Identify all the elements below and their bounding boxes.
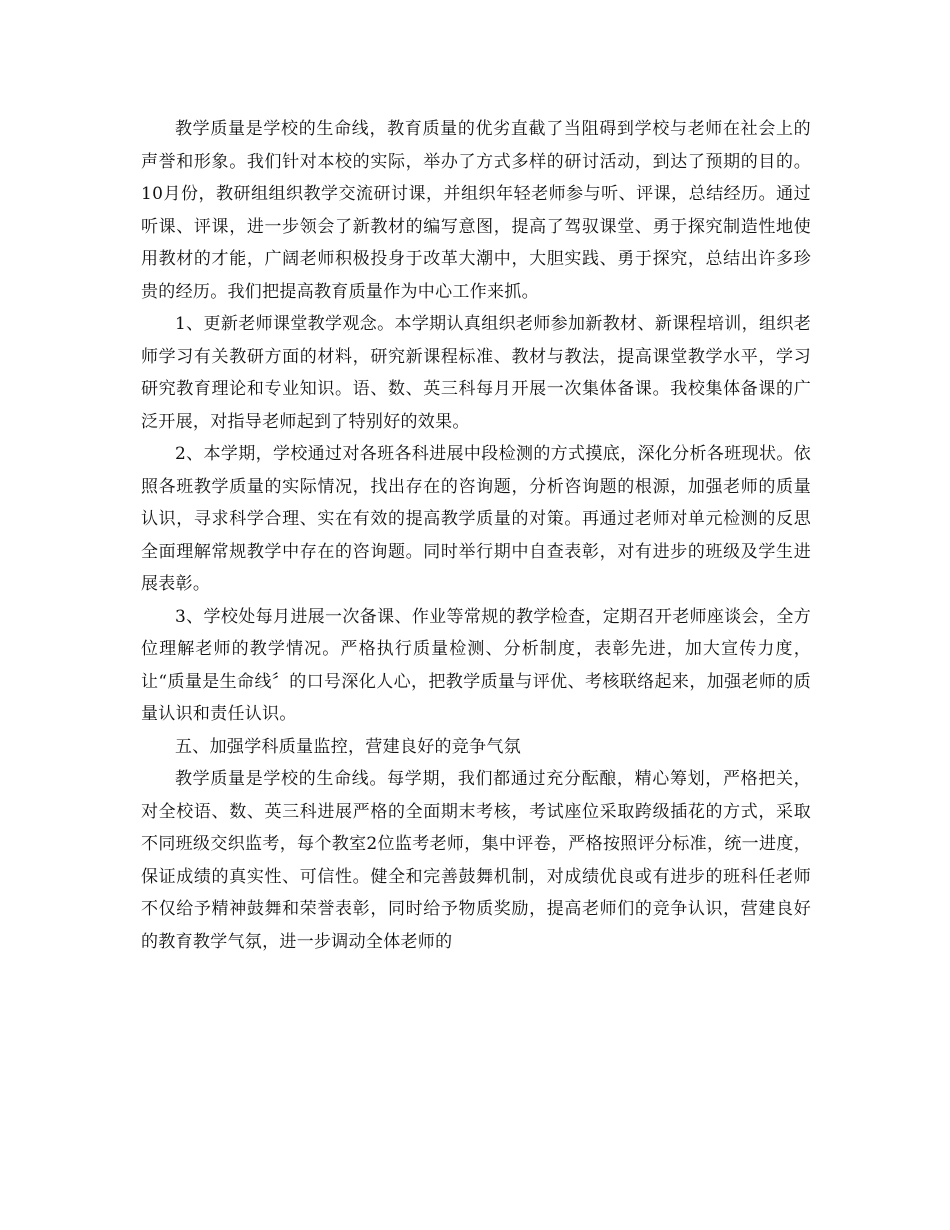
paragraph-item-2: 2、本学期，学校通过对各班各科进展中段检测的方式摸底，深化分析各班现状。依照各班教学质量的实际情况，找出存在的咨询题，分析咨询题的根源，加强老师的质量认识，寻求科学合理、实在有效的提高教学质量的对策。再通过老师对单元检测的反思全面理解常规教学中存在的咨询题。同时举行期中自查表彰，对有进步的班级及学生进展表彰。	[141, 444, 811, 594]
paragraph-intro: 教学质量是学校的生命线，教育质量的优劣直截了当阻碍到学校与老师在社会上的声誉和形象。我们针对本校的实际，举办了方式多样的研讨活动，到达了预期的目的。10月份，教研组组织教学交流研讨课，并组织年轻老师参与听、评课，总结经历。通过听课、评课，进一步领会了新教材的编写意图，提高了驾驭课堂、勇于探究制造性地使用教材的才能，广阔老师积极投身于改革大潮中，大胆实践、勇于探究，总结出许多珍贵的经历。我们把提高教育质量作为中心工作来抓。	[141, 119, 811, 302]
paragraph-item-3: 3、学校处每月进展一次备课、作业等常规的教学检查，定期召开老师座谈会，全方位理解老师的教学情况。严格执行质量检测、分析制度，表彰先进，加大宣传力度，让“质量是生命线〞的口号深化人心，把教学质量与评优、考核联络起来，加强老师的质量认识和责任认识。	[141, 606, 811, 724]
document-body	[141, 113, 811, 958]
section-heading-5: 五、加强学科质量监控，营建良好的竞争气氛	[175, 736, 521, 757]
paragraph-item-1: 1、更新老师课堂教学观念。本学期认真组织老师参加新教材、新课程培训，组织老师学习有关教研方面的材料，研究新课程标准、教材与教法，提高课堂教学水平，学习研究教育理论和专业知识。语、数、英三科每月开展一次集体备课。我校集体备课的广泛开展，对指导老师起到了特别好的效果。	[141, 314, 811, 432]
paragraph-section-5-body: 教学质量是学校的生命线。每学期，我们都通过充分酝酿，精心筹划，严格把关，对全校语、数、英三科进展严格的全面期末考核，考试座位采取跨级插花的方式，采取不同班级交织监考，每个教室2位监考老师，集中评卷，严格按照评分标准，统一进度，保证成绩的真实性、可信性。健全和完善鼓舞机制，对成绩优良或有进步的班科任老师不仅给予精神鼓舞和荣誉表彰，同时给予物质奖励，提高老师们的竞争认识，营建良好的教育教学气氛，进一步调动全体老师的	[141, 769, 811, 952]
